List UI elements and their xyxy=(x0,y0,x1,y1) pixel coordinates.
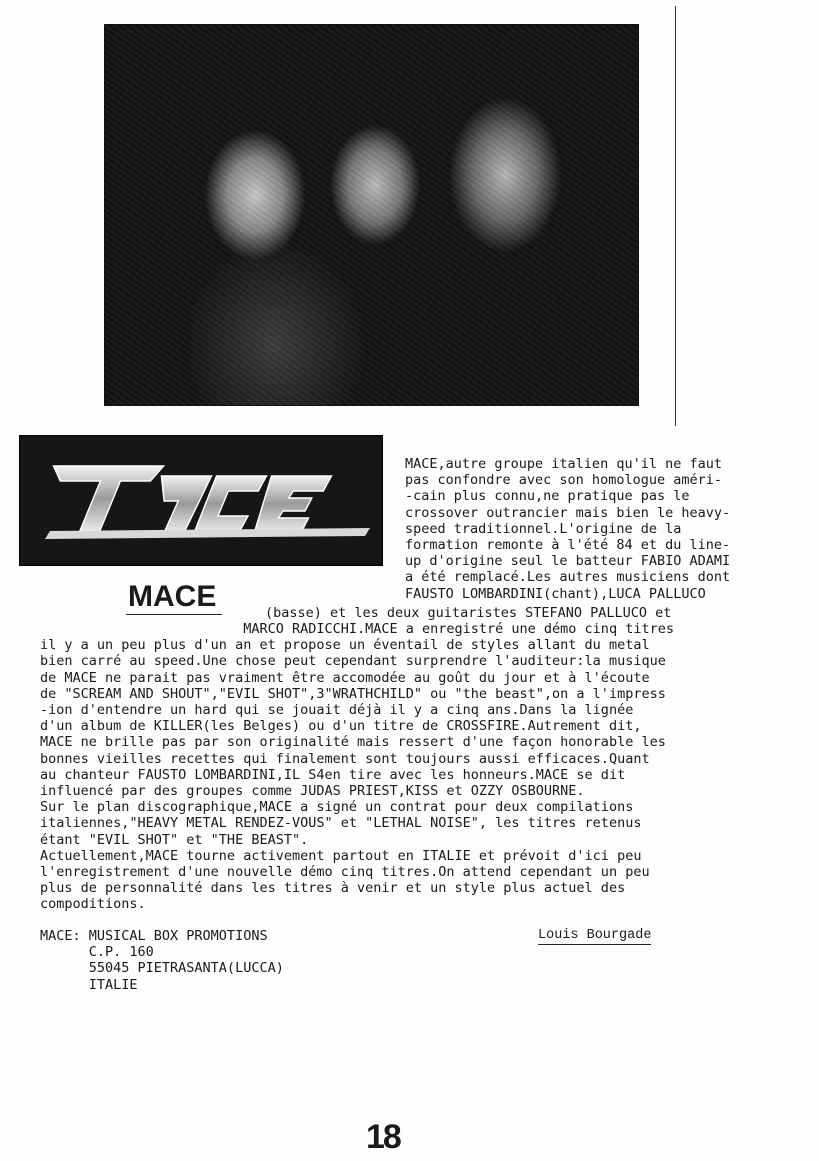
text-line: -ion d'entendre un hard qui se jouait déjà il y a cinq ans.Dans la lignée xyxy=(40,702,634,719)
text-line: bonnes vieilles recettes qui finalement sont toujours aussi efficaces.Quant xyxy=(40,750,650,767)
contact-address xyxy=(40,928,284,993)
margin-rule xyxy=(675,6,676,426)
text-line: formation remonte à l'été 84 et du line- xyxy=(405,537,731,554)
text-line: MACE ne brille pas par son originalité mais ressert d'une façon honorable les xyxy=(40,734,666,751)
text-line: Actuellement,MACE tourne activement partout en ITALIE et prévoit d'ici peu xyxy=(40,847,642,864)
text-line: d'un album de KILLER(les Belges) ou d'un titre de CROSSFIRE.Autrement dit, xyxy=(40,718,642,735)
address-line: MACE: MUSICAL BOX PROMOTIONS xyxy=(40,928,268,944)
article-column-text xyxy=(405,456,815,602)
text-line: up d'origine seul le batteur FABIO ADAMI xyxy=(405,553,731,570)
text-line: plus de personnalité dans les titres à venir et un style plus actuel des xyxy=(40,880,626,897)
address-line: ITALIE xyxy=(40,976,138,993)
author-signature: Louis Bourgade xyxy=(538,928,651,945)
text-line: -cain plus connu,ne pratique pas le xyxy=(405,488,690,505)
text-line: MACE,autre groupe italien qu'il ne faut xyxy=(405,456,722,472)
article-indent-line: (basse) et les deux guitaristes STEFANO PALLUCO et xyxy=(265,605,672,621)
text-line: de MACE ne parait pas vraiment être accomodée au goût du jour et à l'écoute xyxy=(40,669,650,686)
photo-grain xyxy=(105,25,638,405)
mace-logo-graphic xyxy=(20,436,382,565)
address-line: 55045 PIETRASANTA(LUCCA) xyxy=(40,960,284,977)
text-line: bien carré au speed.Une chose peut cependant surprendre l'auditeur:la musique xyxy=(40,653,666,670)
text-line: étant "EVIL SHOT" et "THE BEAST". xyxy=(40,831,309,848)
address-line: C.P. 160 xyxy=(40,944,154,961)
text-line: Sur le plan discographique,MACE a signé un contrat pour deux compilations xyxy=(40,799,634,816)
text-line: italiennes,"HEAVY METAL RENDEZ-VOUS" et "LETHAL NOISE", les titres retenus xyxy=(40,815,642,832)
text-line: MARCO RADICCHI.MACE a enregistré une démo cinq titres xyxy=(40,621,674,637)
text-line: pas confondre avec son homologue améri- xyxy=(405,472,722,489)
page-number: 18 xyxy=(366,1118,400,1156)
text-line: speed traditionnel.L'origine de la xyxy=(405,520,682,537)
band-logo xyxy=(19,435,383,566)
text-line: de "SCREAM AND SHOUT","EVIL SHOT",3"WRATHCHILD" ou "the beast",on a l'impress xyxy=(40,685,666,702)
article-body xyxy=(40,621,674,913)
text-line: il y a un peu plus d'un an et propose un éventail de styles allant du metal xyxy=(40,637,650,654)
article-title: MACE xyxy=(126,580,222,615)
text-line: crossover outrancier mais bien le heavy- xyxy=(405,504,731,521)
text-line: compoditions. xyxy=(40,896,146,913)
text-line: l'enregistrement d'une nouvelle démo cinq titres.On attend cependant un peu xyxy=(40,864,650,881)
band-photo xyxy=(104,24,639,406)
text-line: a été remplacé.Les autres musiciens dont xyxy=(405,569,731,586)
text-line: FAUSTO LOMBARDINI(chant),LUCA PALLUCO xyxy=(405,585,706,602)
text-line: influencé par des groupes comme JUDAS PRIEST,KISS et OZZY OSBOURNE. xyxy=(40,783,585,800)
text-line: au chanteur FAUSTO LOMBARDINI,IL S4en tire avec les honneurs.MACE se dit xyxy=(40,766,626,783)
